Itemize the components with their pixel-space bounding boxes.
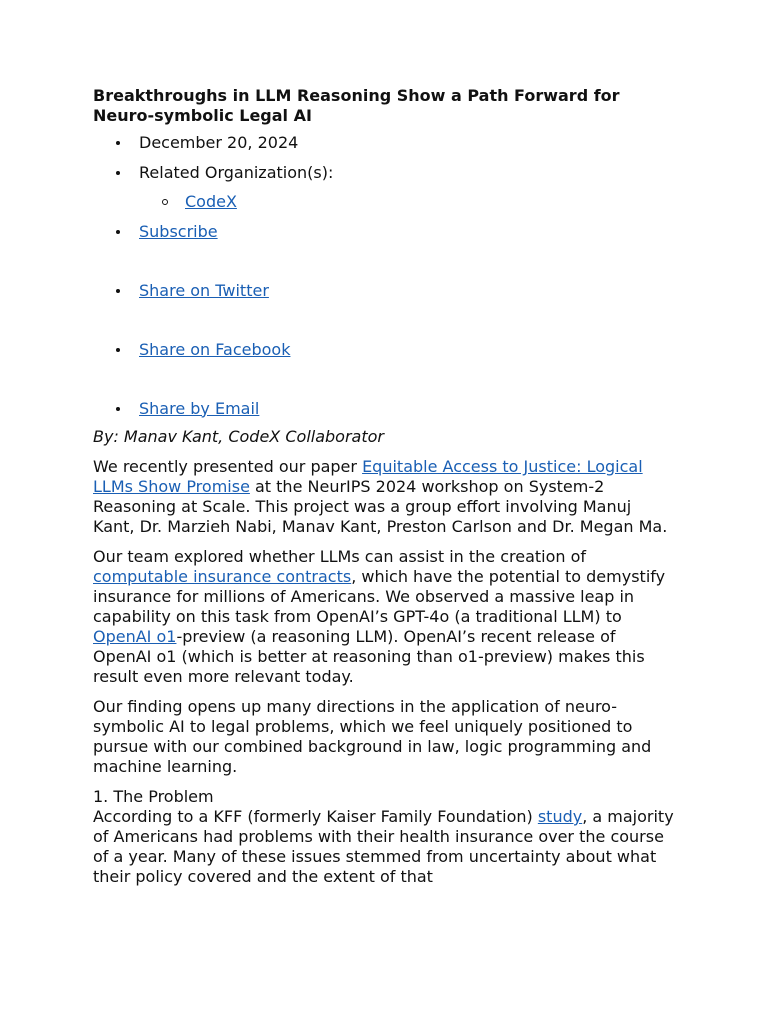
byline: By: Manav Kant, CodeX Collaborator bbox=[93, 427, 384, 446]
article-meta-list bbox=[93, 133, 675, 419]
related-orgs-label: Related Organization(s): bbox=[139, 162, 334, 182]
paragraph-intro bbox=[93, 457, 675, 537]
meta-share-twitter bbox=[93, 281, 675, 301]
meta-related-orgs bbox=[93, 163, 675, 183]
meta-share-facebook bbox=[93, 340, 675, 360]
para2-text-2: , which have the potential to demystify insurance for millions of Americans. We observed a massive leap in capability on this task from OpenAI’s GPT-4o (a traditional LLM) to bbox=[93, 567, 666, 626]
meta-subscribe bbox=[93, 222, 675, 242]
para1-text-1: We recently presented our paper bbox=[93, 457, 363, 476]
meta-share-email bbox=[93, 399, 675, 419]
paper-link[interactable]: Equitable Access to Justice: Logical LLMs Show Promise bbox=[93, 457, 643, 496]
para2-text-3: -preview (a reasoning LLM). OpenAI’s recent release of OpenAI o1 (which is better at reasoning than o1-preview) makes this result even more relevant today. bbox=[93, 627, 645, 686]
paragraph-finding bbox=[93, 697, 675, 777]
paragraph-team bbox=[93, 547, 675, 687]
computable-contracts-link[interactable]: computable insurance contracts bbox=[93, 567, 352, 586]
section1-text-2: , a majority of Americans had problems with their health insurance over the course of a year. Many of these issues stemmed from uncertainty about what their policy covered and the extent of that bbox=[93, 807, 674, 886]
meta-org-item bbox=[93, 192, 675, 212]
para2-text-1: Our team explored whether LLMs can assist in the creation of bbox=[93, 547, 587, 566]
para1-text-2: at the NeurIPS 2024 workshop on System-2 Reasoning at Scale. This project was a group effort involving Manuj Kant, Dr. Marzieh Nabi, Manav Kant, Preston Carlson and Dr. Megan Ma. bbox=[93, 477, 668, 536]
share-email-link[interactable]: Share by Email bbox=[139, 398, 260, 418]
share-twitter-link[interactable]: Share on Twitter bbox=[139, 280, 269, 300]
share-facebook-link[interactable]: Share on Facebook bbox=[139, 339, 291, 359]
date-text: December 20, 2024 bbox=[139, 133, 299, 152]
section-heading-problem: 1. The Problem bbox=[93, 787, 214, 806]
meta-date bbox=[93, 133, 675, 153]
article-title: Breakthroughs in LLM Reasoning Show a Path Forward for Neuro-symbolic Legal AI bbox=[93, 86, 620, 125]
para3-text-1: Our finding opens up many directions in the application of neuro-symbolic AI to legal problems, which we feel uniquely positioned to pursue with our combined background in law, logic programming and machine learning. bbox=[93, 697, 652, 776]
codex-link[interactable]: CodeX bbox=[185, 192, 237, 211]
paragraph-problem bbox=[93, 807, 675, 887]
subscribe-link[interactable]: Subscribe bbox=[139, 221, 218, 241]
section1-text-1: According to a KFF (formerly Kaiser Family Foundation) bbox=[93, 807, 538, 826]
kff-study-link[interactable]: study bbox=[537, 807, 583, 826]
openai-o1-link[interactable]: OpenAI o1 bbox=[93, 627, 177, 646]
